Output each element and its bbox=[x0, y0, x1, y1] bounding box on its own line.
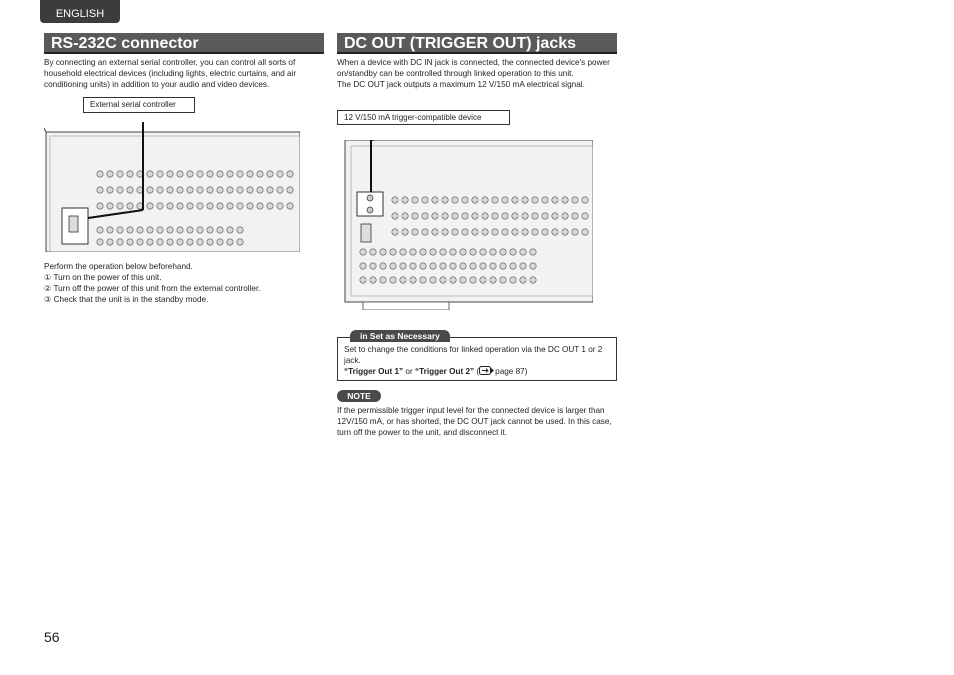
rear-panel-jack bbox=[470, 277, 476, 283]
rear-panel-rs232c-illustration bbox=[44, 122, 300, 252]
rear-panel-jack bbox=[480, 277, 486, 283]
rear-panel-jack bbox=[117, 171, 123, 177]
rear-panel-jack bbox=[492, 197, 498, 203]
rear-panel-jack bbox=[392, 197, 398, 203]
steps-intro: Perform the operation below beforehand. bbox=[44, 262, 193, 271]
rear-panel-jack bbox=[402, 229, 408, 235]
rear-panel-jack bbox=[177, 203, 183, 209]
rear-panel-jack bbox=[167, 203, 173, 209]
rear-panel-jack bbox=[287, 203, 293, 209]
rear-panel-jack bbox=[482, 229, 488, 235]
rear-panel-jack bbox=[137, 227, 143, 233]
rear-panel-jack bbox=[167, 227, 173, 233]
rear-panel-jack bbox=[117, 227, 123, 233]
rear-panel-jack bbox=[257, 203, 263, 209]
trigger-out-1-option: “Trigger Out 1” bbox=[344, 367, 404, 376]
dc-out-intro bbox=[337, 57, 619, 90]
rear-panel-jack bbox=[492, 229, 498, 235]
dc-out-heading: DC OUT (TRIGGER OUT) jacks bbox=[337, 33, 617, 54]
rear-panel-jack bbox=[257, 171, 263, 177]
rear-panel-jack bbox=[287, 187, 293, 193]
rear-panel-jack bbox=[177, 187, 183, 193]
rear-panel-jack bbox=[520, 277, 526, 283]
rear-panel-jack bbox=[422, 229, 428, 235]
rear-panel-jack bbox=[502, 229, 508, 235]
rear-panel-jack bbox=[147, 239, 153, 245]
rear-panel-jack bbox=[412, 213, 418, 219]
rear-panel-jack bbox=[107, 203, 113, 209]
rear-panel-jack bbox=[207, 239, 213, 245]
rear-panel-jack bbox=[277, 171, 283, 177]
rear-panel-jack bbox=[207, 203, 213, 209]
rear-panel-jack bbox=[217, 227, 223, 233]
dc-out-intro-line: When a device with DC IN jack is connected, the connected device's power on/standby can be controlled through linked operation to this unit. bbox=[337, 58, 610, 78]
rear-panel-jack bbox=[177, 227, 183, 233]
rear-panel-jack bbox=[400, 263, 406, 269]
rear-panel-jack bbox=[510, 277, 516, 283]
rear-panel-jack bbox=[432, 229, 438, 235]
rear-panel-jack bbox=[277, 187, 283, 193]
rear-panel-jack bbox=[452, 229, 458, 235]
rear-panel-jack bbox=[97, 203, 103, 209]
rear-panel-jack bbox=[522, 229, 528, 235]
rear-panel-jack bbox=[412, 197, 418, 203]
rear-panel-jack bbox=[227, 187, 233, 193]
rear-panel-jack bbox=[107, 187, 113, 193]
rear-panel-jack bbox=[392, 213, 398, 219]
rear-panel-jack bbox=[500, 277, 506, 283]
rear-panel-jack bbox=[460, 249, 466, 255]
language-tab: ENGLISH bbox=[40, 0, 120, 23]
rear-panel-jack bbox=[147, 187, 153, 193]
rear-panel-jack bbox=[432, 197, 438, 203]
rear-panel-jack bbox=[512, 213, 518, 219]
rear-panel-jack bbox=[127, 227, 133, 233]
rear-panel-jack bbox=[532, 229, 538, 235]
rear-panel-jack bbox=[197, 187, 203, 193]
rear-panel-jack bbox=[97, 239, 103, 245]
rs232c-intro: By connecting an external serial controller, you can control all sorts of household electrical devices (including lights, electric curtains, and air conditioning units) in addition to your audio and video devices. bbox=[44, 58, 297, 89]
rear-panel-jack bbox=[440, 277, 446, 283]
rear-panel-jack bbox=[462, 229, 468, 235]
rear-panel-jack bbox=[502, 197, 508, 203]
rear-panel-jack bbox=[552, 229, 558, 235]
rear-panel-jack bbox=[247, 203, 253, 209]
rear-panel-jack bbox=[107, 171, 113, 177]
rear-panel-jack bbox=[237, 203, 243, 209]
step-item: ③ Check that the unit is in the standby mode. bbox=[44, 295, 209, 304]
rear-panel-jack bbox=[572, 197, 578, 203]
rear-panel-jack bbox=[400, 249, 406, 255]
rear-panel-jack bbox=[452, 213, 458, 219]
rear-panel-jack bbox=[500, 263, 506, 269]
step-item: ① Turn on the power of this unit. bbox=[44, 273, 162, 282]
rear-panel-jack bbox=[460, 263, 466, 269]
rear-panel-jack bbox=[422, 213, 428, 219]
rear-panel-jack bbox=[157, 171, 163, 177]
rear-panel-jack bbox=[127, 187, 133, 193]
rear-panel-jack bbox=[380, 263, 386, 269]
rear-panel-jack bbox=[217, 187, 223, 193]
rear-panel-jack bbox=[530, 263, 536, 269]
rear-panel-jack bbox=[187, 187, 193, 193]
rear-panel-jack bbox=[522, 197, 528, 203]
page-reference-icon bbox=[479, 366, 495, 375]
rear-panel-jack bbox=[137, 239, 143, 245]
rear-panel-jack bbox=[582, 213, 588, 219]
page-ref-open: ( bbox=[474, 367, 480, 376]
rear-panel-jack bbox=[207, 171, 213, 177]
rear-panel-jack bbox=[490, 263, 496, 269]
page-ref-link[interactable]: page 87) bbox=[495, 367, 528, 376]
rear-panel-jack bbox=[360, 249, 366, 255]
rear-panel-jack bbox=[257, 187, 263, 193]
rear-panel-jack bbox=[197, 227, 203, 233]
rear-panel-jack bbox=[187, 227, 193, 233]
rear-panel-jack bbox=[430, 249, 436, 255]
rear-panel-jack bbox=[390, 249, 396, 255]
rear-panel-jack bbox=[472, 213, 478, 219]
rear-panel-jack bbox=[420, 249, 426, 255]
rear-panel-jack bbox=[267, 187, 273, 193]
rear-panel-jack bbox=[207, 187, 213, 193]
page-number: 56 bbox=[44, 629, 60, 645]
rear-panel-jack bbox=[402, 213, 408, 219]
rear-panel-jack bbox=[440, 263, 446, 269]
trigger-out-2-option: “Trigger Out 2” bbox=[414, 367, 475, 376]
rear-panel-jack bbox=[147, 171, 153, 177]
rear-panel-jack bbox=[247, 187, 253, 193]
rear-panel-jack bbox=[500, 249, 506, 255]
rear-panel-jack bbox=[472, 197, 478, 203]
rear-panel-jack bbox=[442, 197, 448, 203]
rs232c-heading: RS-232C connector bbox=[44, 33, 324, 54]
rear-panel-jack bbox=[267, 203, 273, 209]
rear-panel-jack bbox=[532, 197, 538, 203]
rear-panel-jack bbox=[422, 197, 428, 203]
rear-panel-jack bbox=[502, 213, 508, 219]
rs232c-steps bbox=[44, 261, 334, 305]
rear-panel-jack bbox=[470, 249, 476, 255]
rear-panel-jack bbox=[582, 197, 588, 203]
rear-panel-jack bbox=[217, 203, 223, 209]
rear-panel-jack bbox=[127, 203, 133, 209]
rear-panel-jack bbox=[432, 213, 438, 219]
rear-panel-jack bbox=[420, 263, 426, 269]
rear-panel-jack bbox=[562, 197, 568, 203]
rear-panel-jack bbox=[490, 277, 496, 283]
rear-panel-jack bbox=[512, 229, 518, 235]
rear-panel-jack bbox=[197, 171, 203, 177]
rear-panel-jack bbox=[237, 239, 243, 245]
rear-panel-jack bbox=[442, 213, 448, 219]
rear-panel-jack bbox=[97, 187, 103, 193]
set-or-text: or bbox=[403, 367, 415, 376]
rear-panel-jack bbox=[440, 249, 446, 255]
rear-panel-jack bbox=[237, 227, 243, 233]
step-item: ② Turn off the power of this unit from the external controller. bbox=[44, 284, 261, 293]
rear-panel-jack bbox=[460, 277, 466, 283]
rear-panel-jack bbox=[217, 171, 223, 177]
rear-panel-jack bbox=[187, 171, 193, 177]
rear-panel-jack bbox=[227, 239, 233, 245]
rear-panel-jack bbox=[470, 263, 476, 269]
rear-panel-jack bbox=[562, 213, 568, 219]
set-options bbox=[344, 366, 610, 377]
rear-panel-jack bbox=[480, 263, 486, 269]
rear-panel-jack bbox=[452, 197, 458, 203]
rear-panel-jack bbox=[532, 213, 538, 219]
rear-panel-jack bbox=[510, 249, 516, 255]
rear-panel-jack bbox=[552, 197, 558, 203]
rear-panel-jack bbox=[217, 239, 223, 245]
rear-panel-jack bbox=[552, 213, 558, 219]
rear-panel-jack bbox=[197, 239, 203, 245]
rear-panel-jack bbox=[520, 249, 526, 255]
rear-panel-jack bbox=[572, 229, 578, 235]
rear-panel-jack bbox=[157, 203, 163, 209]
rear-panel-jack bbox=[227, 203, 233, 209]
rear-panel-jack bbox=[542, 197, 548, 203]
rear-panel-jack bbox=[97, 171, 103, 177]
rear-panel-jack bbox=[390, 277, 396, 283]
rear-panel-jack bbox=[522, 213, 528, 219]
dc-out-intro-line: The DC OUT jack outputs a maximum 12 V/150 mA electrical signal. bbox=[337, 80, 585, 89]
rear-panel-jack bbox=[430, 277, 436, 283]
set-description: Set to change the conditions for linked operation via the DC OUT 1 or 2 jack. bbox=[344, 345, 603, 365]
rear-panel-jack bbox=[197, 203, 203, 209]
rear-panel-jack bbox=[492, 213, 498, 219]
rear-panel-dc-out-illustration bbox=[343, 140, 593, 310]
rear-panel-jack bbox=[277, 203, 283, 209]
rear-panel-jack bbox=[360, 277, 366, 283]
rear-panel-jack bbox=[147, 203, 153, 209]
rear-panel-jack bbox=[490, 249, 496, 255]
rear-panel-jack bbox=[480, 249, 486, 255]
rear-panel-jack bbox=[187, 203, 193, 209]
rear-panel-jack bbox=[167, 187, 173, 193]
rear-panel-jack bbox=[472, 229, 478, 235]
rear-panel-jack bbox=[237, 171, 243, 177]
rear-panel-jack bbox=[127, 171, 133, 177]
rear-panel-jack bbox=[107, 239, 113, 245]
rear-panel-jack bbox=[370, 263, 376, 269]
rear-panel-jack bbox=[107, 227, 113, 233]
rear-panel-jack bbox=[390, 263, 396, 269]
rear-panel-jack bbox=[410, 263, 416, 269]
rear-panel-jack bbox=[442, 229, 448, 235]
rear-panel-jack bbox=[267, 171, 273, 177]
rear-panel-jack bbox=[430, 263, 436, 269]
rear-panel-jack bbox=[530, 249, 536, 255]
rear-panel-jack bbox=[462, 197, 468, 203]
rear-panel-jack bbox=[157, 187, 163, 193]
rear-panel-jack bbox=[542, 213, 548, 219]
rear-panel-jack bbox=[157, 227, 163, 233]
rear-panel-jack bbox=[450, 277, 456, 283]
rear-panel-jack bbox=[97, 227, 103, 233]
rear-panel-jack bbox=[410, 249, 416, 255]
rear-panel-jack bbox=[510, 263, 516, 269]
rear-panel-jack bbox=[227, 227, 233, 233]
rear-panel-jack bbox=[187, 239, 193, 245]
rear-panel-jack bbox=[582, 229, 588, 235]
rear-panel-jack bbox=[117, 203, 123, 209]
rear-panel-jack bbox=[450, 249, 456, 255]
rear-panel-jack bbox=[370, 277, 376, 283]
set-as-necessary-tab: in Set as Necessary bbox=[350, 330, 450, 342]
rear-panel-jack bbox=[207, 227, 213, 233]
rear-panel-jack bbox=[462, 213, 468, 219]
rear-panel-jack bbox=[127, 239, 133, 245]
rear-panel-jack bbox=[412, 229, 418, 235]
rear-panel-jack bbox=[227, 171, 233, 177]
set-as-necessary-box bbox=[337, 337, 617, 381]
rear-panel-jack bbox=[287, 171, 293, 177]
rear-panel-jack bbox=[147, 227, 153, 233]
rear-panel-jack bbox=[167, 239, 173, 245]
rear-panel-jack bbox=[520, 263, 526, 269]
rear-panel-jack bbox=[530, 277, 536, 283]
rear-panel-jack bbox=[542, 229, 548, 235]
trigger-device-callout: 12 V/150 mA trigger-compatible device bbox=[337, 110, 510, 125]
rear-panel-jack bbox=[572, 213, 578, 219]
rear-panel-jack bbox=[400, 277, 406, 283]
rear-panel-jack bbox=[117, 187, 123, 193]
rear-panel-jack bbox=[177, 239, 183, 245]
rear-panel-jack bbox=[370, 249, 376, 255]
rear-panel-jack bbox=[360, 263, 366, 269]
external-controller-callout: External serial controller bbox=[83, 97, 195, 113]
rear-panel-jack bbox=[237, 187, 243, 193]
rear-panel-jack bbox=[117, 239, 123, 245]
note-text: If the permissible trigger input level for the connected device is larger than 12V/150 mA, or has shorted, the DC OUT jack cannot be used. In this case, turn off the power to the unit, and disconnect it. bbox=[337, 406, 612, 437]
rear-panel-jack bbox=[402, 197, 408, 203]
rear-panel-jack bbox=[157, 239, 163, 245]
rear-panel-jack bbox=[420, 277, 426, 283]
rear-panel-jack bbox=[392, 229, 398, 235]
rear-panel-jack bbox=[410, 277, 416, 283]
note-tab: NOTE bbox=[337, 390, 381, 402]
rear-panel-jack bbox=[167, 171, 173, 177]
rear-panel-jack bbox=[482, 213, 488, 219]
rear-panel-jack bbox=[380, 249, 386, 255]
rear-panel-jack bbox=[482, 197, 488, 203]
rear-panel-jack bbox=[177, 171, 183, 177]
rear-panel-jack bbox=[450, 263, 456, 269]
rear-panel-jack bbox=[247, 171, 253, 177]
rear-panel-jack bbox=[562, 229, 568, 235]
rear-panel-jack bbox=[380, 277, 386, 283]
rear-panel-jack bbox=[512, 197, 518, 203]
